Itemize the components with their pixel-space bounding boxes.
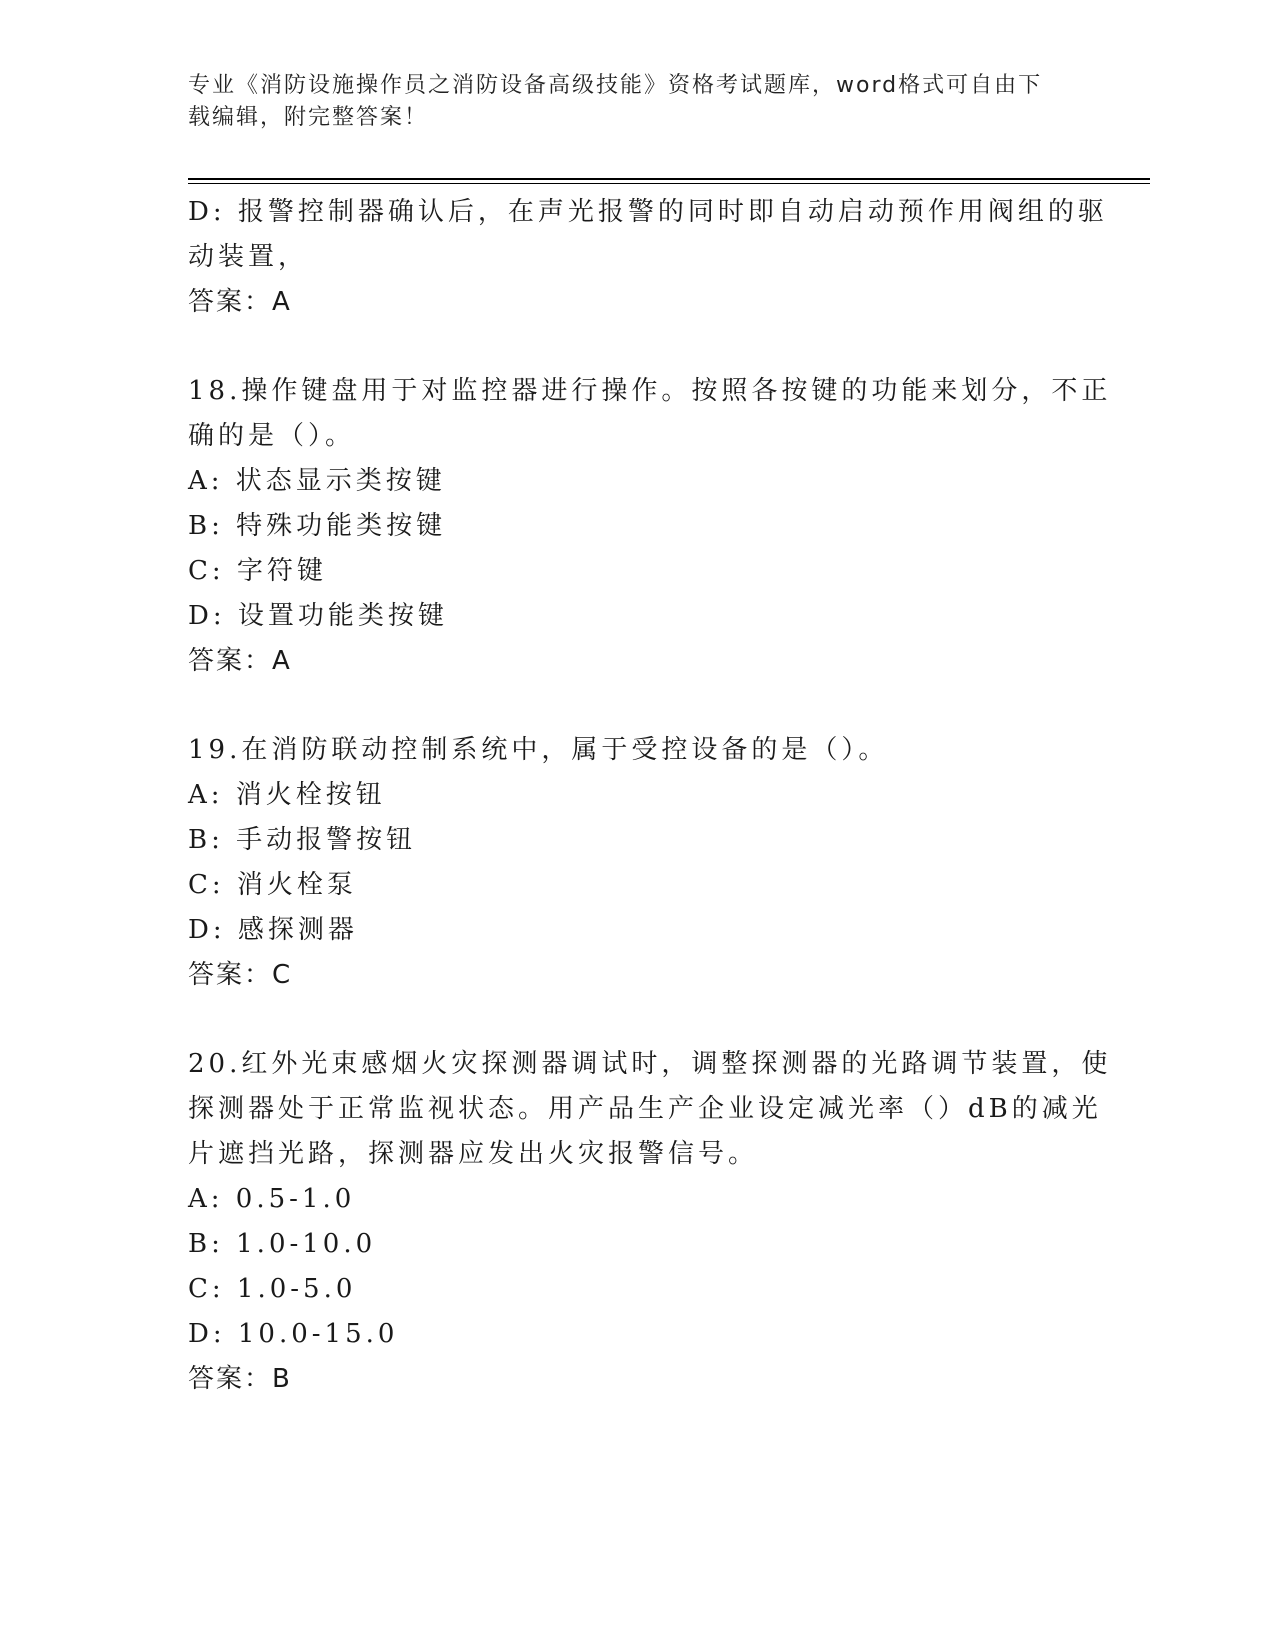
question-20 xyxy=(188,1042,1112,1402)
question-stem-continued: 片遮挡光路，探测器应发出火灾报警信号。 xyxy=(188,1139,759,1169)
option-c: C: 1.0-5.0 xyxy=(188,1274,357,1304)
header-divider-thin xyxy=(188,183,1150,184)
question-stem-continued: 探测器处于正常监视状态。用产品生产企业设定减光率（）dB的减光 xyxy=(188,1094,1102,1124)
option-d: D: 感探测器 xyxy=(188,915,358,945)
answer: 答案：C xyxy=(188,960,293,990)
option-b: B: 1.0-10.0 xyxy=(188,1229,377,1259)
option-d: D: 10.0-15.0 xyxy=(188,1319,399,1349)
option-d: D: 报警控制器确认后，在声光报警的同时即自动启动预作用阀组的驱 xyxy=(188,197,1108,227)
option-b: B: 手动报警按钮 xyxy=(188,825,417,855)
document-header xyxy=(188,70,1068,134)
answer: 答案：B xyxy=(188,1364,292,1394)
question-stem: 20.红外光束感烟火灾探测器调试时，调整探测器的光路调节装置，使 xyxy=(188,1049,1112,1079)
answer: 答案：A xyxy=(188,646,292,676)
question-17-tail xyxy=(188,190,1108,325)
option-d-continued: 动装置， xyxy=(188,242,309,272)
option-a: A: 0.5-1.0 xyxy=(188,1184,356,1214)
option-a: A: 消火栓按钮 xyxy=(188,780,386,810)
question-stem-continued: 确的是（）。 xyxy=(188,421,356,451)
question-list xyxy=(188,190,1112,1402)
question-19 xyxy=(188,728,1088,998)
header-divider-thick xyxy=(188,178,1150,180)
header-line-1: 专业《消防设施操作员之消防设备高级技能》资格考试题库，word格式可自由下 xyxy=(188,73,1043,98)
header-line-2: 载编辑，附完整答案！ xyxy=(188,105,429,130)
answer: 答案：A xyxy=(188,287,292,317)
question-stem: 19.在消防联动控制系统中，属于受控设备的是（）。 xyxy=(188,735,889,765)
option-c: C: 字符键 xyxy=(188,556,327,586)
option-b: B: 特殊功能类按键 xyxy=(188,511,447,541)
option-d: D: 设置功能类按键 xyxy=(188,601,448,631)
question-18 xyxy=(188,369,1112,684)
option-c: C: 消火栓泵 xyxy=(188,870,357,900)
option-a: A: 状态显示类按键 xyxy=(188,466,446,496)
question-stem: 18.操作键盘用于对监控器进行操作。按照各按键的功能来划分，不正 xyxy=(188,376,1112,406)
